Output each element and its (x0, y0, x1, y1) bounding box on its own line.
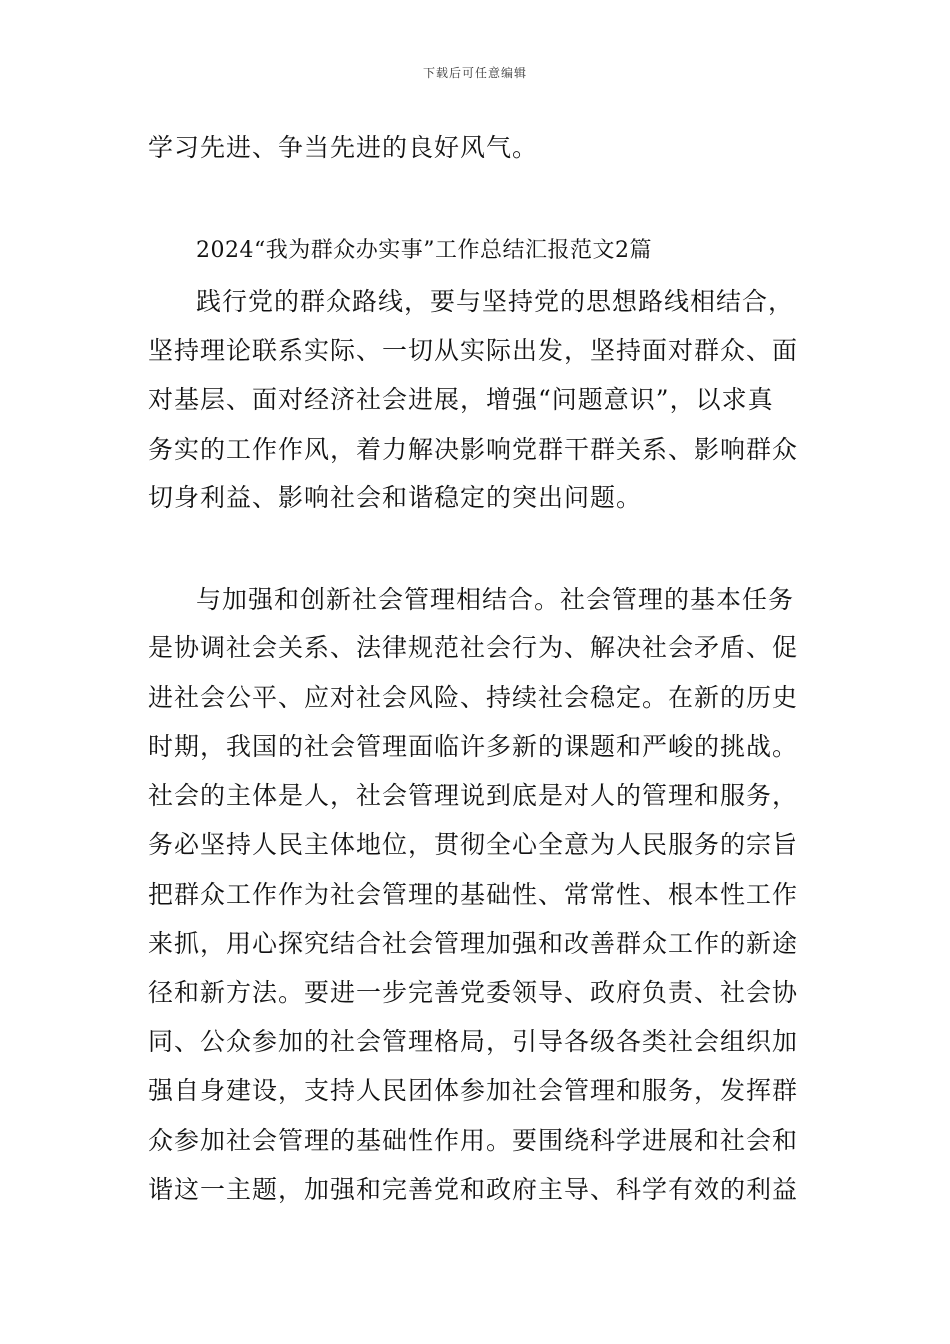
paragraph-line: 进社会公平、应对社会风险、持续社会稳定。在新的历史 (148, 683, 799, 712)
section-title: 2024“我为群众办实事”工作总结汇报范文2篇 (196, 238, 652, 263)
paragraph-line: 对基层、面对经济社会进展，增强“问题意识”，以求真 (148, 385, 774, 414)
paragraph-line: 坚持理论联系实际、一切从实际出发，坚持面对群众、面 (148, 336, 799, 365)
paragraph-line: 务必坚持人民主体地位，贯彻全心全意为人民服务的宗旨 (148, 830, 799, 859)
paragraph-line: 务实的工作作风，着力解决影响党群干群关系、影响群众 (148, 435, 799, 464)
page-header: 下载后可任意编辑 (422, 66, 527, 80)
paragraph-line: 与加强和创新社会管理相结合。社会管理的基本任务 (196, 585, 795, 614)
paragraph-line: 强自身建设，支持人民团体参加社会管理和服务，发挥群 (148, 1076, 799, 1105)
paragraph-line: 众参加社会管理的基础性作用。要围绕科学进展和社会和 (148, 1126, 799, 1155)
paragraph-line: 同、公众参加的社会管理格局，引导各级各类社会组织加 (148, 1027, 799, 1056)
paragraph-line: 时期，我国的社会管理面临许多新的课题和严峻的挑战。 (148, 732, 799, 761)
paragraph-line: 来抓，用心探究结合社会管理加强和改善群众工作的新途 (148, 929, 799, 958)
paragraph-line: 学习先进、争当先进的良好风气。 (148, 133, 539, 162)
paragraph-line: 把群众工作作为社会管理的基础性、常常性、根本性工作 (148, 880, 799, 909)
paragraph-line: 社会的主体是人，社会管理说到底是对人的管理和服务， (148, 781, 799, 810)
paragraph-line: 径和新方法。要进一步完善党委领导、政府负责、社会协 (148, 978, 799, 1007)
paragraph-line: 谐这一主题，加强和完善党和政府主导、科学有效的利益 (148, 1175, 799, 1204)
paragraph-line: 是协调社会关系、法律规范社会行为、解决社会矛盾、促 (148, 633, 799, 662)
paragraph-line: 践行党的群众路线，要与坚持党的思想路线相结合， (196, 287, 795, 316)
paragraph-line: 切身利益、影响社会和谐稳定的突出问题。 (148, 483, 643, 512)
